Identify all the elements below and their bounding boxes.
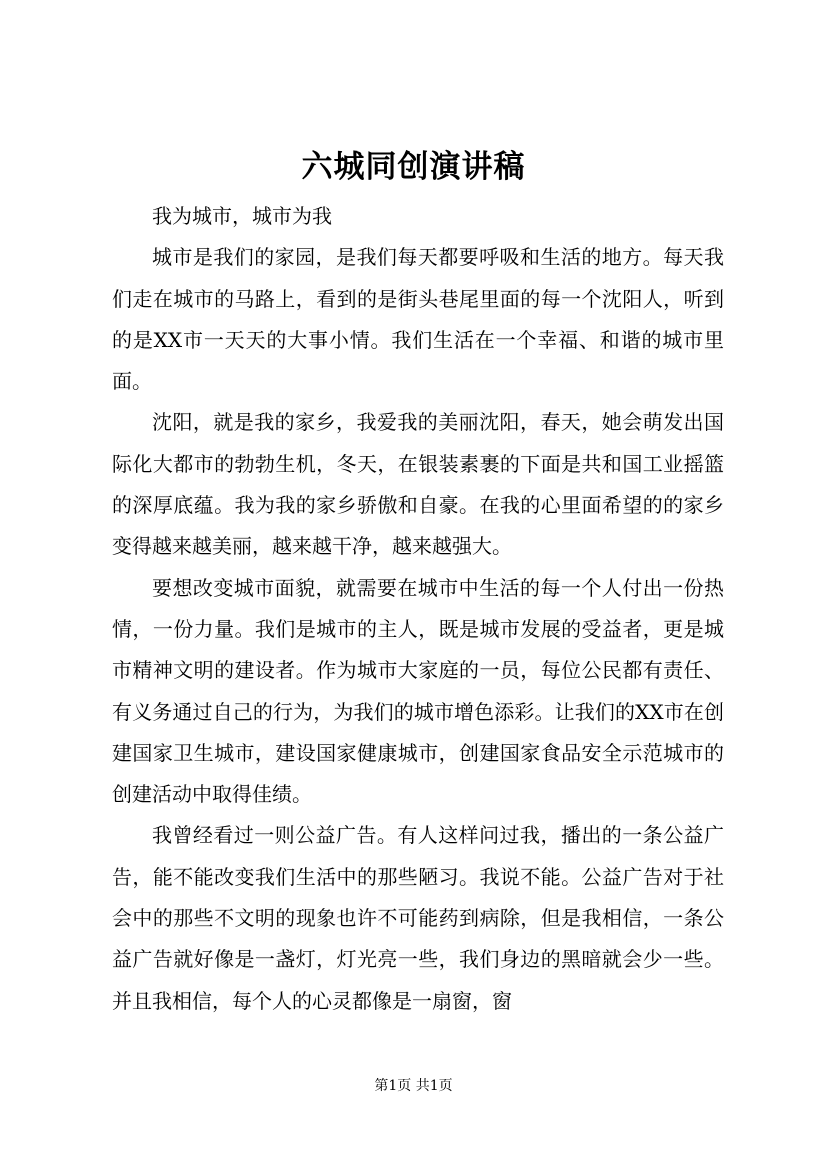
paragraph: 我曾经看过一则公益广告。有人这样问过我，播出的一条公益广告，能不能改变我们生活中的那些陋习。我说不能。公益广告对于社会中的那些不文明的现象也许不可能药到病除，但是我相信，一条公益广告就好像是一盏灯，灯光亮一些，我们身边的黑暗就会少一些。并且我相信，每个人的心灵都像是一扇窗，窗 xyxy=(112,823,724,1013)
paragraph: 我为城市，城市为我 xyxy=(152,204,332,228)
paragraph: 沈阳，就是我的家乡，我爱我的美丽沈阳，春天，她会萌发出国际化大都市的勃勃生机，冬天，在银装素裹的下面是共和国工业摇篮的深厚底蕴。我为我的家乡骄傲和自豪。在我的心里面希望的的家乡变得越来越美丽，越来越干净，越来越强大。 xyxy=(112,410,724,559)
page-footer: 第1页 共1页 xyxy=(374,1078,453,1094)
document-body xyxy=(112,196,724,1022)
paragraph: 要想改变城市面貌，就需要在城市中生活的每一个人付出一份热情，一份力量。我们是城市的主人，既是城市发展的受益者，更是城市精神文明的建设者。作为城市大家庭的一员，每位公民都有责任、有义务通过自己的行为，为我们的城市增色添彩。让我们的XX市在创建国家卫生城市，建设国家健康城市，创建国家食品安全示范城市的创建活动中取得佳绩。 xyxy=(112,575,724,807)
document-title: 六城同创演讲稿 xyxy=(301,149,526,185)
paragraph: 城市是我们的家园，是我们每天都要呼吸和生活的地方。每天我们走在城市的马路上，看到的是街头巷尾里面的每一个沈阳人，听到的是XX市一天天的大事小情。我们生活在一个幸福、和谐的城市里面。 xyxy=(112,245,724,394)
